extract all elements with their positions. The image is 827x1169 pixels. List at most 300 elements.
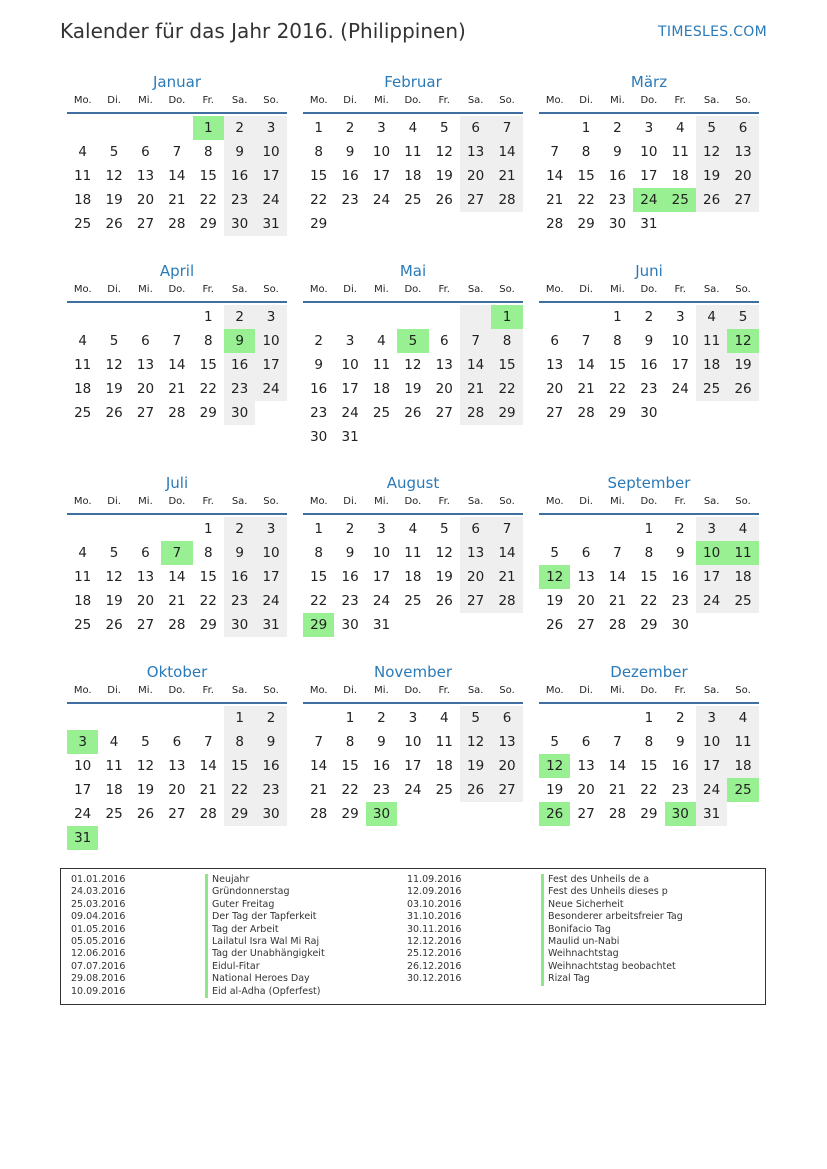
day-cell: 5 [141,734,150,750]
day-cell: 22 [608,381,627,397]
weekday-header [303,682,523,704]
weekday-label: Sa. [467,95,484,106]
day-grid [303,305,523,449]
day-cell: 23 [310,405,328,421]
day-cell: 26 [105,405,123,421]
day-cell: 7 [491,116,522,140]
day-cell: 13 [136,357,155,373]
holiday-name: Eid al-Adha (Opferfest) [205,986,320,998]
day-cell: 2 [675,710,685,726]
day-cell: 27 [577,617,595,633]
weekday-label: Do. [168,95,186,106]
weekday-label: Di. [579,284,593,295]
weekday-label: Sa. [467,685,484,696]
day-cell: 28 [491,188,522,212]
weekday-label: So. [499,284,515,295]
weekday-label: Do. [640,95,658,106]
day-cell: 4 [727,706,758,730]
day-cell: 20 [136,192,155,208]
day-cell: 19 [105,381,123,397]
holiday-date: 05.05.2016 [71,936,126,947]
holiday-name: Weihnachtstag beobachtet [541,961,676,973]
weekday-label: Sa. [467,496,484,507]
holiday-date: 24.03.2016 [71,886,126,898]
weekday-label: Sa. [703,496,720,507]
day-cell: 6 [460,517,491,541]
day-cell: 13 [435,357,453,373]
weekday-label: Fr. [674,284,686,295]
weekday-label: Sa. [467,284,484,295]
weekday-label: Do. [640,284,658,295]
weekday-label: So. [735,284,751,295]
holiday-name: Guter Freitag [205,899,274,911]
day-cell: 18 [727,565,758,589]
day-cell: 30 [366,802,397,826]
day-cell: 6 [141,333,150,349]
day-cell: 10 [372,545,391,561]
month-name: Februar [384,73,442,91]
weekday-label: Fr. [674,685,686,696]
day-cell: 14 [491,541,522,565]
day-cell: 9 [613,144,622,160]
day-cell: 23 [372,782,391,798]
day-cell: 2 [224,116,255,140]
weekday-label: Mo. [73,95,92,106]
empty-cell [429,212,460,236]
day-cell: 14 [546,168,564,184]
day-cell: 10 [696,730,727,754]
month-februar [303,72,523,236]
day-cell: 3 [255,305,286,329]
empty-cell [602,706,633,730]
day-cell: 25 [404,192,422,208]
empty-cell [98,826,129,850]
month-name: Dezember [610,663,688,681]
day-cell: 7 [314,734,323,750]
day-cell: 22 [491,377,522,401]
day-cell: 29 [640,617,658,633]
weekday-label: Do. [404,685,422,696]
day-cell: 13 [577,758,595,774]
day-cell: 13 [577,569,595,585]
weekday-label: Mi. [374,284,389,295]
day-cell: 10 [372,144,391,160]
day-cell: 18 [404,569,422,585]
day-cell: 13 [460,140,491,164]
day-cell: 29 [608,405,627,421]
day-cell: 6 [172,734,182,750]
day-cell: 18 [696,353,727,377]
weekday-label: Mi. [610,95,625,106]
day-cell: 27 [460,188,491,212]
empty-cell [98,305,129,329]
month-september [539,473,759,637]
day-cell: 1 [491,305,522,329]
day-cell: 30 [224,401,255,425]
day-cell: 17 [640,168,658,184]
empty-cell [397,305,428,329]
day-cell: 10 [696,541,727,565]
day-cell: 20 [546,381,564,397]
holiday-name: Bonifacio Tag [541,924,611,936]
month-name: November [373,663,453,681]
day-cell: 6 [439,333,449,349]
page-title: Kalender für das Jahr 2016. (Philippinen) [60,19,466,43]
day-cell: 28 [608,806,627,822]
day-cell: 12 [727,329,758,353]
day-cell: 10 [341,357,359,373]
day-cell: 30 [671,617,689,633]
day-cell: 24 [255,589,286,613]
holiday-date: 31.10.2016 [407,911,462,923]
weekday-label: Sa. [703,95,720,106]
day-cell: 19 [435,168,453,184]
day-grid [539,706,759,826]
weekday-header [539,92,759,114]
day-cell: 22 [199,192,217,208]
day-cell: 31 [696,802,727,826]
day-cell: 2 [345,120,355,136]
day-cell: 21 [608,782,627,798]
day-cell: 22 [310,593,328,609]
day-cell: 6 [460,116,491,140]
day-cell: 29 [577,216,595,232]
day-cell: 26 [404,405,422,421]
empty-cell [67,706,98,730]
empty-cell [130,116,161,140]
empty-cell [460,212,491,236]
holiday-name: Der Tag der Tapferkeit [205,911,317,923]
day-cell: 21 [168,192,186,208]
day-cell: 20 [577,782,595,798]
empty-cell [696,401,727,425]
empty-cell [665,212,696,236]
day-cell: 1 [314,521,323,537]
weekday-label: Mi. [138,685,153,696]
day-cell: 1 [314,120,323,136]
day-cell: 17 [372,569,391,585]
day-cell: 18 [372,381,391,397]
day-cell: 20 [435,381,453,397]
weekday-label: Di. [579,496,593,507]
empty-cell [397,212,428,236]
day-cell: 8 [581,144,591,160]
month-name: Juli [165,474,189,492]
day-cell: 4 [408,120,418,136]
day-cell: 21 [168,381,186,397]
weekday-label: Mo. [73,496,92,507]
day-cell: 25 [74,617,92,633]
holiday-date: 26.12.2016 [407,960,462,972]
month-dezember [539,662,759,826]
day-cell: 25 [727,778,758,802]
weekday-label: Di. [343,496,357,507]
day-cell: 8 [203,144,213,160]
day-cell: 24 [372,593,391,609]
weekday-label: Fr. [438,95,450,106]
empty-cell [602,517,633,541]
day-cell: 29 [199,617,217,633]
day-cell: 12 [105,168,123,184]
empty-cell [303,706,334,730]
weekday-label: So. [499,95,515,106]
day-cell: 25 [727,589,758,613]
day-cell: 1 [203,521,213,537]
weekday-label: Fr. [202,685,214,696]
empty-cell [366,305,397,329]
holiday-name: Tag der Arbeit [205,924,279,936]
day-cell: 1 [224,706,255,730]
day-cell: 21 [199,782,217,798]
day-cell: 5 [109,144,119,160]
weekday-header [303,92,523,114]
day-cell: 11 [671,144,689,160]
month-juni [539,261,759,425]
day-cell: 26 [696,188,727,212]
day-cell: 12 [435,545,453,561]
weekday-label: Fr. [674,95,686,106]
day-cell: 13 [136,168,155,184]
day-cell: 4 [377,333,386,349]
weekday-label: Mi. [138,284,153,295]
weekday-label: Do. [404,496,422,507]
day-cell: 16 [671,758,689,774]
weekday-label: Fr. [438,284,450,295]
day-cell: 7 [172,144,182,160]
day-cell: 2 [224,517,255,541]
day-cell: 7 [161,541,192,565]
weekday-label: Di. [579,95,593,106]
day-cell: 9 [314,357,323,373]
day-cell: 23 [341,192,359,208]
weekday-label: Mi. [374,496,389,507]
empty-cell [570,305,601,329]
day-cell: 8 [491,329,522,353]
day-cell: 27 [727,188,758,212]
weekday-label: Sa. [703,685,720,696]
month-märz [539,72,759,236]
day-cell: 11 [404,545,422,561]
day-cell: 25 [696,377,727,401]
day-cell: 2 [613,120,622,136]
empty-cell [696,212,727,236]
day-cell: 23 [255,778,286,802]
day-cell: 24 [74,806,92,822]
day-cell: 15 [310,569,328,585]
day-cell: 19 [727,353,758,377]
day-cell: 30 [665,802,696,826]
weekday-label: So. [263,284,279,295]
day-cell: 24 [633,188,664,212]
day-cell: 15 [310,168,328,184]
weekday-label: Mo. [73,284,92,295]
day-cell: 14 [199,758,217,774]
month-mai [303,261,523,449]
day-cell: 11 [105,758,123,774]
day-cell: 8 [644,545,654,561]
brand-link[interactable]: TIMESLES.COM [658,24,767,40]
day-cell: 16 [640,357,658,373]
empty-cell [491,802,522,826]
empty-cell [303,305,334,329]
day-cell: 13 [168,758,186,774]
empty-cell [429,305,460,329]
holiday-name: Neue Sicherheit [541,899,624,911]
weekday-label: Fr. [202,496,214,507]
day-cell: 5 [550,734,559,750]
day-cell: 14 [608,569,627,585]
weekday-label: So. [263,496,279,507]
empty-cell [161,826,192,850]
day-cell: 19 [105,593,123,609]
day-cell: 13 [546,357,564,373]
weekday-label: So. [263,95,279,106]
day-cell: 29 [491,401,522,425]
day-cell: 30 [224,613,255,637]
weekday-label: Fr. [438,496,450,507]
day-cell: 8 [224,730,255,754]
day-cell: 23 [224,188,255,212]
empty-cell [98,116,129,140]
day-cell: 13 [727,140,758,164]
day-cell: 23 [640,381,658,397]
day-cell: 22 [199,593,217,609]
empty-cell [491,425,522,449]
day-grid [539,517,759,637]
day-cell: 28 [577,405,595,421]
day-cell: 1 [345,710,355,726]
day-cell: 2 [675,521,685,537]
day-cell: 5 [109,333,119,349]
day-cell: 17 [671,357,689,373]
empty-cell [193,706,224,730]
day-cell: 15 [199,569,217,585]
day-cell: 7 [613,545,622,561]
day-cell: 12 [539,565,570,589]
day-cell: 5 [727,305,758,329]
holiday-date: 30.11.2016 [407,923,462,935]
day-cell: 2 [255,706,286,730]
day-cell: 7 [203,734,213,750]
day-cell: 8 [203,545,213,561]
day-cell: 3 [345,333,355,349]
day-grid [303,517,523,637]
day-cell: 12 [404,357,422,373]
day-cell: 8 [644,734,654,750]
day-cell: 6 [581,545,591,561]
empty-cell [224,826,255,850]
day-cell: 19 [404,381,422,397]
day-cell: 24 [404,782,422,798]
weekday-header [539,682,759,704]
holiday-date: 01.01.2016 [71,874,126,885]
day-cell: 30 [310,429,328,445]
day-cell: 17 [696,754,727,778]
day-cell: 14 [310,758,328,774]
day-cell: 19 [136,782,155,798]
day-cell: 26 [136,806,155,822]
day-cell: 14 [577,357,595,373]
day-cell: 15 [491,353,522,377]
holiday-date: 09.04.2016 [71,911,126,923]
holiday-date: 12.06.2016 [71,948,126,960]
empty-cell [491,212,522,236]
empty-cell [397,613,428,637]
day-cell: 21 [577,381,595,397]
weekday-header [303,493,523,515]
day-cell: 22 [341,782,359,798]
empty-cell [539,116,570,140]
weekday-label: Di. [107,496,121,507]
empty-cell [161,116,192,140]
day-cell: 3 [644,120,654,136]
day-cell: 7 [172,333,182,349]
empty-cell [727,401,758,425]
month-name: Mai [399,262,427,280]
day-cell: 12 [105,357,123,373]
weekday-label: Do. [640,496,658,507]
day-cell: 26 [435,192,453,208]
day-cell: 31 [255,613,286,637]
day-cell: 11 [74,569,92,585]
empty-cell [130,305,161,329]
holiday-name: Fest des Unheils de a [541,874,649,886]
day-cell: 16 [341,168,359,184]
empty-cell [429,425,460,449]
day-cell: 25 [105,806,123,822]
day-cell: 22 [640,782,658,798]
day-cell: 7 [550,144,559,160]
weekday-header [539,281,759,303]
day-cell: 4 [78,333,87,349]
day-cell: 26 [727,377,758,401]
empty-cell [255,826,286,850]
empty-cell [460,802,491,826]
day-cell: 27 [577,806,595,822]
empty-cell [67,517,98,541]
holiday-date: 25.03.2016 [71,898,126,910]
day-cell: 4 [408,521,418,537]
empty-cell [539,517,570,541]
empty-cell [161,305,192,329]
weekday-label: So. [263,685,279,696]
weekday-label: Di. [107,284,121,295]
day-cell: 6 [141,144,150,160]
day-cell: 18 [671,168,689,184]
day-cell: 11 [74,168,92,184]
holiday-date: 10.09.2016 [71,985,126,997]
day-cell: 29 [341,806,359,822]
day-cell: 27 [168,806,186,822]
day-cell: 28 [546,216,564,232]
day-cell: 24 [255,377,286,401]
empty-cell [67,305,98,329]
day-cell: 10 [640,144,658,160]
day-cell: 2 [224,305,255,329]
empty-cell [460,425,491,449]
day-cell: 20 [577,593,595,609]
day-cell: 12 [105,569,123,585]
day-cell: 17 [341,381,359,397]
day-cell: 16 [255,754,286,778]
day-cell: 11 [727,541,758,565]
month-name: August [386,474,440,492]
day-cell: 5 [439,521,449,537]
day-cell: 15 [640,569,658,585]
day-cell: 29 [224,802,255,826]
day-cell: 21 [168,593,186,609]
weekday-header [539,493,759,515]
